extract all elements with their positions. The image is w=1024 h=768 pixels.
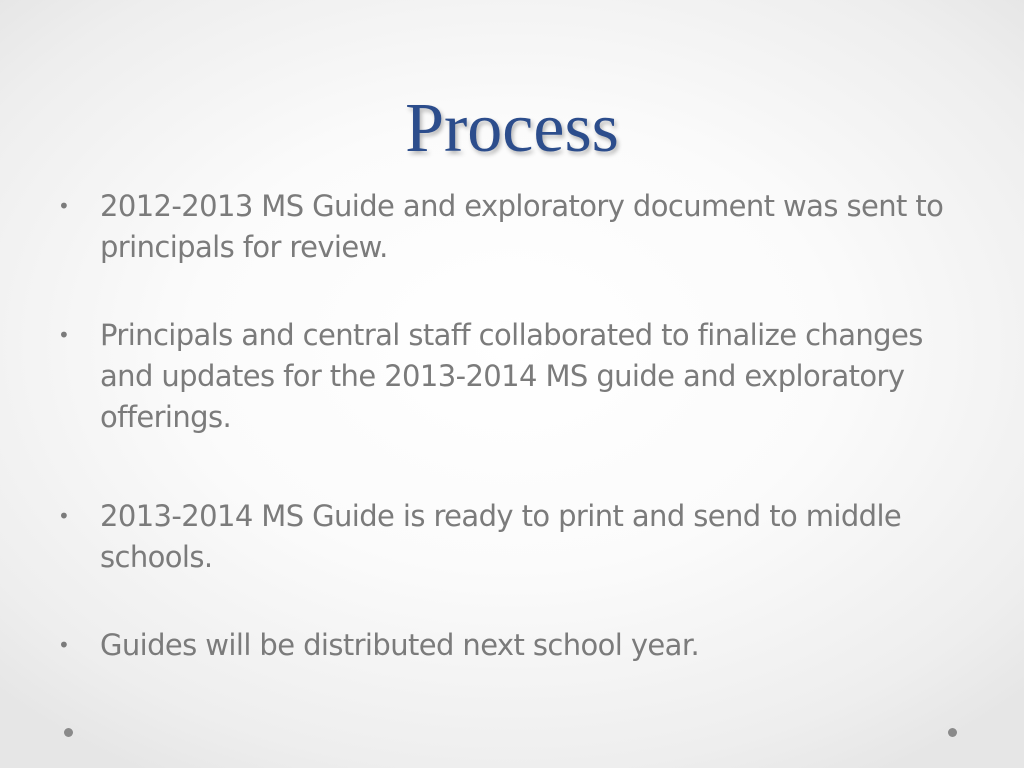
bullet-icon: • xyxy=(58,504,70,528)
bullet-text: 2012-2013 MS Guide and exploratory document was sent to principals for review. xyxy=(100,189,944,264)
bullet-text: Principals and central staff collaborated to finalize changes and updates for the 2013-2014 MS guide and exploratory offerings. xyxy=(100,318,923,434)
bullet-icon: • xyxy=(58,633,70,657)
decorative-dot-icon xyxy=(948,728,957,737)
bullet-icon: • xyxy=(58,323,70,347)
bullet-list xyxy=(58,186,958,666)
decorative-dot-icon xyxy=(64,728,73,737)
bullet-item xyxy=(58,186,958,268)
bullet-icon: • xyxy=(58,194,70,218)
bullet-text: 2013-2014 MS Guide is ready to print and send to middle schools. xyxy=(100,499,902,574)
slide-title: Process xyxy=(405,90,619,167)
bullet-item xyxy=(58,496,958,578)
bullet-text: Guides will be distributed next school year. xyxy=(100,628,700,662)
bullet-item xyxy=(58,315,958,438)
bullet-item xyxy=(58,625,958,666)
